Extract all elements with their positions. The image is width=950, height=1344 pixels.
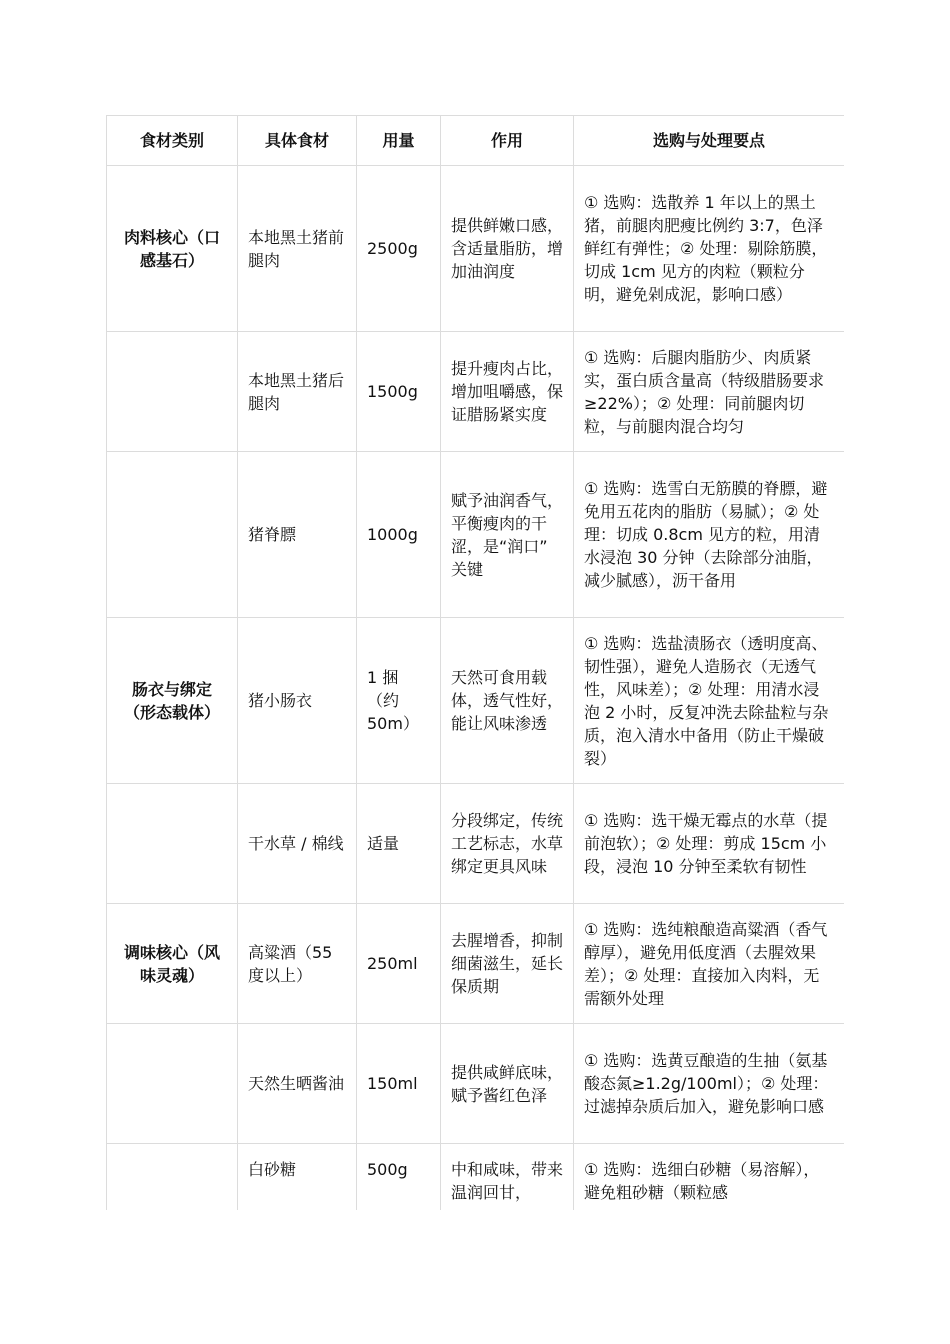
cell-tips: ① 选购：选纯粮酿造高粱酒（香气醇厚），避免用低度酒（去腥效果差）；② 处理：直接加入肉料，无需额外处理 xyxy=(574,904,845,1024)
cell-category xyxy=(107,452,238,618)
cell-ingredient: 白砂糖 xyxy=(238,1144,357,1211)
cell-category xyxy=(107,1024,238,1144)
cell-category: 肉料核心（口感基石） xyxy=(107,166,238,332)
cell-role: 分段绑定，传统工艺标志，水草绑定更具风味 xyxy=(441,784,574,904)
cell-role: 赋予油润香气，平衡瘦肉的干涩，是“润口” 关键 xyxy=(441,452,574,618)
cell-tips: ① 选购：后腿肉脂肪少、肉质紧实，蛋白质含量高（特级腊肠要求≥22%）；② 处理：同前腿肉切粒，与前腿肉混合均匀 xyxy=(574,332,845,452)
cell-role: 天然可食用载体，透气性好，能让风味渗透 xyxy=(441,618,574,784)
cell-tips: ① 选购：选雪白无筋膜的脊膘，避免用五花肉的脂肪（易腻）；② 处理：切成 0.8cm 见方的粒，用清水浸泡 30 分钟（去除部分油脂，减少腻感），沥干备用 xyxy=(574,452,845,618)
cell-role: 提供鲜嫩口感，含适量脂肪，增加油润度 xyxy=(441,166,574,332)
table-row xyxy=(107,1024,845,1144)
cell-amount: 150ml xyxy=(357,1024,441,1144)
cell-amount: 500g xyxy=(357,1144,441,1211)
table-row xyxy=(107,332,845,452)
cell-tips: ① 选购：选盐渍肠衣（透明度高、韧性强），避免人造肠衣（无透气性，风味差）；② 处理：用清水浸泡 2 小时，反复冲洗去除盐粒与杂质，泡入清水中备用（防止干燥破裂） xyxy=(574,618,845,784)
cell-role: 中和咸味，带来温润回甘， xyxy=(441,1144,574,1211)
cell-tips: ① 选购：选黄豆酿造的生抽（氨基酸态氮≥1.2g/100ml）；② 处理：过滤掉杂质后加入，避免影响口感 xyxy=(574,1024,845,1144)
header-ingredient: 具体食材 xyxy=(238,116,357,166)
table-row xyxy=(107,784,845,904)
cell-ingredient: 干水草 / 棉线 xyxy=(238,784,357,904)
cell-amount: 2500g xyxy=(357,166,441,332)
cell-ingredient: 天然生晒酱油 xyxy=(238,1024,357,1144)
cell-amount: 1500g xyxy=(357,332,441,452)
header-role: 作用 xyxy=(441,116,574,166)
cell-ingredient: 本地黑土猪前腿肉 xyxy=(238,166,357,332)
cell-category: 肠衣与绑定（形态载体） xyxy=(107,618,238,784)
table-row xyxy=(107,166,845,332)
cell-ingredient: 高粱酒（55 度以上） xyxy=(238,904,357,1024)
cell-amount: 适量 xyxy=(357,784,441,904)
table-row xyxy=(107,1144,845,1211)
cell-ingredient: 猪脊膘 xyxy=(238,452,357,618)
cell-category: 调味核心（风味灵魂） xyxy=(107,904,238,1024)
ingredient-table xyxy=(106,115,844,1210)
cell-tips: ① 选购：选散养 1 年以上的黑土猪，前腿肉肥瘦比例约 3:7，色泽鲜红有弹性；② 处理：剔除筋膜，切成 1cm 见方的肉粒（颗粒分明，避免剁成泥，影响口感） xyxy=(574,166,845,332)
cell-tips: ① 选购：选干燥无霉点的水草（提前泡软）；② 处理：剪成 15cm 小段，浸泡 10 分钟至柔软有韧性 xyxy=(574,784,845,904)
cell-role: 提升瘦肉占比，增加咀嚼感，保证腊肠紧实度 xyxy=(441,332,574,452)
table-row xyxy=(107,618,845,784)
table-row xyxy=(107,452,845,618)
cell-role: 提供咸鲜底味，赋予酱红色泽 xyxy=(441,1024,574,1144)
cell-category xyxy=(107,332,238,452)
cell-amount: 1000g xyxy=(357,452,441,618)
header-amount: 用量 xyxy=(357,116,441,166)
ingredient-table-container xyxy=(106,115,844,1210)
cell-amount: 1 捆（约 50m） xyxy=(357,618,441,784)
cell-tips: ① 选购：选细白砂糖（易溶解），避免粗砂糖（颗粒感 xyxy=(574,1144,845,1211)
header-category: 食材类别 xyxy=(107,116,238,166)
header-tips: 选购与处理要点 xyxy=(574,116,845,166)
cell-category xyxy=(107,784,238,904)
table-row xyxy=(107,904,845,1024)
cell-amount: 250ml xyxy=(357,904,441,1024)
cell-ingredient: 本地黑土猪后腿肉 xyxy=(238,332,357,452)
cell-role: 去腥增香，抑制细菌滋生，延长保质期 xyxy=(441,904,574,1024)
cell-category xyxy=(107,1144,238,1211)
table-header-row xyxy=(107,116,845,166)
cell-ingredient: 猪小肠衣 xyxy=(238,618,357,784)
